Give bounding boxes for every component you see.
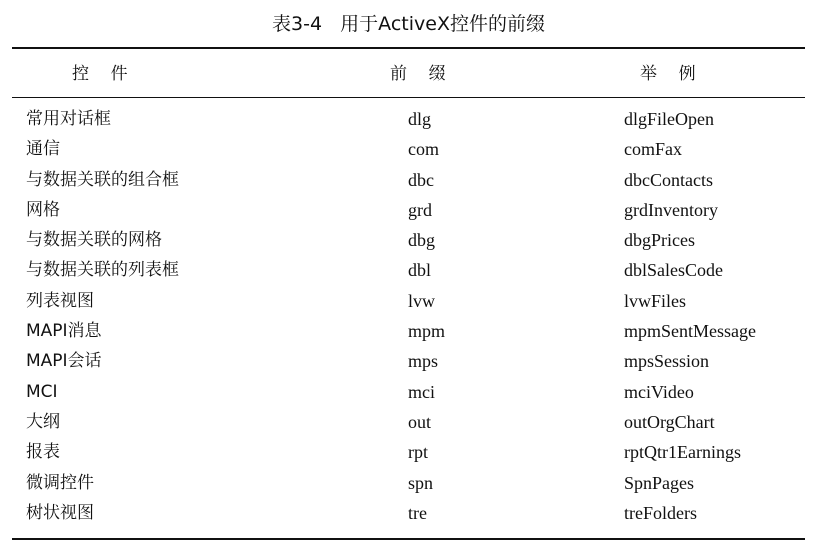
header-control: 控 件 xyxy=(72,64,128,84)
header-prefix: 前 缀 xyxy=(390,64,446,84)
example-cell: outOrgChart xyxy=(624,411,715,432)
prefix-cell: out xyxy=(408,411,432,432)
prefix-cell: mci xyxy=(408,381,435,402)
table-row xyxy=(12,468,805,498)
prefix-cell: mpm xyxy=(408,321,446,342)
example-cell: treFolders xyxy=(624,502,697,523)
prefix-cell: tre xyxy=(408,502,427,523)
control-cell: MAPI消息 xyxy=(26,321,102,342)
table-row xyxy=(12,195,805,225)
example-cell: mpsSession xyxy=(624,351,710,372)
table-row xyxy=(12,165,805,195)
control-cell: 微调控件 xyxy=(26,472,94,493)
control-cell: 网格 xyxy=(26,199,60,220)
table-row xyxy=(12,286,805,316)
control-cell: 与数据关联的组合框 xyxy=(26,169,179,190)
control-cell: 报表 xyxy=(26,442,60,463)
control-cell: 树状视图 xyxy=(26,502,94,523)
example-cell: lvwFiles xyxy=(624,290,687,311)
prefix-cell: com xyxy=(408,139,439,160)
example-cell: comFax xyxy=(624,139,682,160)
prefix-cell: dbg xyxy=(408,230,435,251)
prefix-cell: spn xyxy=(408,472,434,493)
header-example: 举 例 xyxy=(640,64,696,84)
example-cell: SpnPages xyxy=(624,472,695,493)
example-cell: grdInventory xyxy=(624,199,718,220)
prefix-cell: rpt xyxy=(408,442,428,463)
control-cell: 与数据关联的网格 xyxy=(26,230,162,251)
example-cell: mpmSentMessage xyxy=(624,321,756,342)
example-cell: dbgPrices xyxy=(624,230,695,251)
table-row xyxy=(12,437,805,467)
control-cell: MAPI会话 xyxy=(26,351,102,372)
prefix-cell: dbl xyxy=(408,260,432,281)
table-row xyxy=(12,346,805,376)
prefix-cell: dlg xyxy=(408,109,432,129)
example-cell: dblSalesCode xyxy=(624,260,723,281)
prefix-cell: dbc xyxy=(408,169,434,190)
table-top-rule xyxy=(12,47,805,49)
example-cell: dbcContacts xyxy=(624,169,713,190)
control-cell: MCI xyxy=(26,381,58,402)
table-row xyxy=(12,104,805,134)
table-row xyxy=(12,316,805,346)
table-row xyxy=(12,225,805,255)
control-cell: 常用对话框 xyxy=(26,109,111,129)
table-row xyxy=(12,407,805,437)
prefix-cell: grd xyxy=(408,199,432,220)
control-cell: 与数据关联的列表框 xyxy=(26,260,179,281)
control-cell: 列表视图 xyxy=(26,290,94,311)
table-header-rule xyxy=(12,97,805,98)
table-bottom-rule xyxy=(12,538,805,540)
prefix-cell: mps xyxy=(408,351,439,372)
table-row xyxy=(12,498,805,528)
table-row xyxy=(12,255,805,285)
table-body xyxy=(12,104,805,528)
control-cell: 大纲 xyxy=(26,411,60,432)
prefix-cell: lvw xyxy=(408,290,435,311)
example-cell: rptQtr1Earnings xyxy=(624,442,741,463)
table-caption: 表3-4 用于ActiveX控件的前缀 xyxy=(272,13,545,35)
example-cell: dlgFileOpen xyxy=(624,109,714,129)
table-row xyxy=(12,134,805,164)
table-row xyxy=(12,377,805,407)
control-cell: 通信 xyxy=(26,139,60,160)
example-cell: mciVideo xyxy=(624,381,694,402)
table-header-row xyxy=(12,62,805,86)
